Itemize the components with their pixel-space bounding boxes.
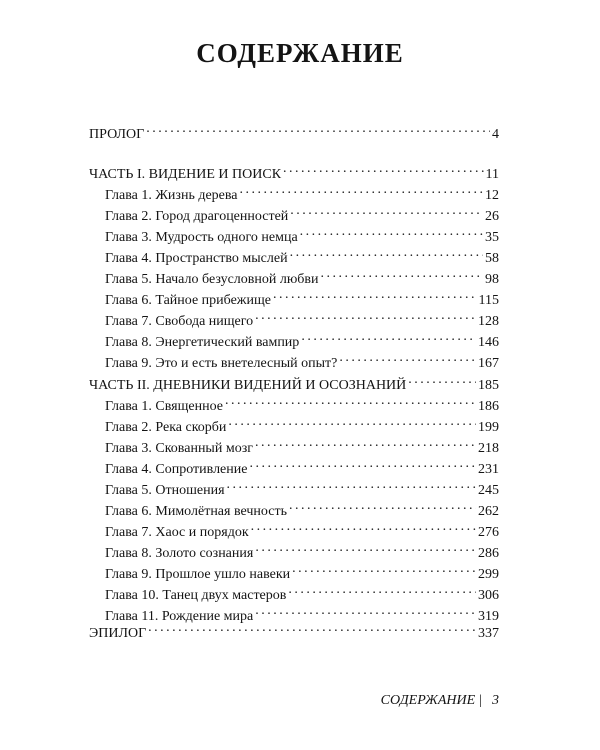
dot-leader xyxy=(227,476,476,494)
toc-entry-chapter[interactable] xyxy=(105,560,499,582)
toc-entry-label: Глава 7. Хаос и порядок xyxy=(105,525,249,540)
toc-entry-page: 35 xyxy=(485,230,499,245)
toc-entry-chapter[interactable] xyxy=(105,244,499,266)
dot-leader xyxy=(240,181,483,199)
page-title: СОДЕРЖАНИЕ xyxy=(196,38,404,68)
toc-entry-page: 245 xyxy=(478,483,499,498)
dot-leader xyxy=(289,497,476,515)
dot-leader xyxy=(148,619,476,637)
running-title: СОДЕРЖАНИЕ xyxy=(380,693,476,708)
toc-entry-page: 231 xyxy=(478,462,499,477)
dot-leader xyxy=(288,581,476,599)
toc-entry-page: 218 xyxy=(478,441,499,456)
toc-entry-label: Глава 3. Мудрость одного немца xyxy=(105,230,298,245)
toc-entry-label: Глава 1. Жизнь дерева xyxy=(105,188,238,203)
dot-leader xyxy=(321,265,483,283)
toc-entry-prolog[interactable] xyxy=(89,120,499,142)
dot-leader xyxy=(339,349,476,367)
dot-leader xyxy=(255,434,476,452)
toc-entry-chapter[interactable] xyxy=(105,181,499,203)
toc-entry-chapter[interactable] xyxy=(105,202,499,224)
toc-entry-chapter[interactable] xyxy=(105,392,499,414)
dot-leader xyxy=(255,602,476,620)
toc-entry-label: Глава 6. Тайное прибежище xyxy=(105,293,271,308)
toc-entry-label: Глава 7. Свобода нищего xyxy=(105,314,254,329)
toc-entry-label: Глава 5. Отношения xyxy=(105,483,225,498)
toc-entry-page: 276 xyxy=(478,525,499,540)
toc-entry-label: Глава 2. Река скорби xyxy=(105,420,227,435)
toc-entry-page: 306 xyxy=(478,588,499,603)
toc-entry-chapter[interactable] xyxy=(105,223,499,245)
toc-entry-page: 4 xyxy=(492,127,499,142)
toc-entry-chapter[interactable] xyxy=(105,518,499,540)
dot-leader xyxy=(300,223,483,241)
toc-entry-label: Глава 6. Мимолётная вечность xyxy=(105,504,287,519)
toc-entry-part-2[interactable] xyxy=(89,371,499,393)
toc-entry-page: 185 xyxy=(478,378,499,393)
dot-leader xyxy=(408,371,476,389)
toc-entry-page: 319 xyxy=(478,609,499,624)
toc-entry-label: Глава 11. Рождение мира xyxy=(105,609,254,624)
toc-entry-label: Глава 9. Это и есть внетелесный опыт? xyxy=(105,356,338,371)
toc-entry-page: 12 xyxy=(485,188,499,203)
dot-leader xyxy=(301,328,476,346)
dot-leader xyxy=(255,539,476,557)
toc-entry-part-1[interactable] xyxy=(89,160,499,182)
toc-entry-label: Глава 8. Энергетический вампир xyxy=(105,335,300,350)
dot-leader xyxy=(228,413,476,431)
toc-entry-chapter[interactable] xyxy=(105,539,499,561)
toc-entry-label: Глава 9. Прошлое ушло навеки xyxy=(105,567,291,582)
toc-entry-page: 11 xyxy=(485,167,499,182)
toc-entry-page: 262 xyxy=(478,504,499,519)
footer-separator: | xyxy=(479,693,482,708)
toc-entry-label: Глава 3. Скованный мозг xyxy=(105,441,253,456)
dot-leader xyxy=(292,560,476,578)
toc-entry-page: 337 xyxy=(478,626,499,641)
toc-entry-page: 186 xyxy=(478,399,499,414)
toc-entry-page: 286 xyxy=(478,546,499,561)
toc-entry-label: Глава 4. Сопротивление xyxy=(105,462,248,477)
toc-entry-label: ЭПИЛОГ xyxy=(89,626,147,641)
toc-entry-page: 128 xyxy=(478,314,499,329)
dot-leader xyxy=(251,518,476,536)
dot-leader xyxy=(290,244,483,262)
toc-entry-chapter[interactable] xyxy=(105,476,499,498)
toc-entry-chapter[interactable] xyxy=(105,286,499,308)
toc-entry-label: Глава 2. Город драгоценностей xyxy=(105,209,289,224)
toc-entry-chapter[interactable] xyxy=(105,434,499,456)
toc-entry-label: Глава 5. Начало безусловной любви xyxy=(105,272,319,287)
dot-leader xyxy=(225,392,476,410)
toc-entry-page: 98 xyxy=(485,272,499,287)
toc-entry-label: Глава 10. Танец двух мастеров xyxy=(105,588,287,603)
toc-entry-page: 115 xyxy=(478,293,499,308)
toc-entry-label: Глава 8. Золото сознания xyxy=(105,546,254,561)
dot-leader xyxy=(273,286,477,304)
toc-entry-chapter[interactable] xyxy=(105,602,499,624)
toc-entry-page: 167 xyxy=(478,356,499,371)
running-footer xyxy=(0,693,499,709)
toc-entry-label: ЧАСТЬ II. ДНЕВНИКИ ВИДЕНИЙ И ОСОЗНАНИЙ xyxy=(89,378,407,393)
dot-leader xyxy=(146,120,490,138)
page-number: 3 xyxy=(492,693,499,708)
toc-entry-label: ЧАСТЬ I. ВИДЕНИЕ И ПОИСК xyxy=(89,167,282,182)
toc-entry-chapter[interactable] xyxy=(105,349,499,371)
dot-leader xyxy=(290,202,483,220)
toc-entry-chapter[interactable] xyxy=(105,497,499,519)
toc-entry-chapter[interactable] xyxy=(105,413,499,435)
dot-leader xyxy=(283,160,483,178)
toc-entry-chapter[interactable] xyxy=(105,307,499,329)
toc-entry-page: 299 xyxy=(478,567,499,582)
dot-leader xyxy=(249,455,476,473)
toc-entry-page: 199 xyxy=(478,420,499,435)
toc-entry-chapter[interactable] xyxy=(105,581,499,603)
toc-entry-page: 26 xyxy=(485,209,499,224)
toc-entry-epilog[interactable] xyxy=(89,619,499,641)
toc-entry-page: 58 xyxy=(485,251,499,266)
toc-entry-page: 146 xyxy=(478,335,499,350)
toc-entry-label: Глава 1. Священное xyxy=(105,399,223,414)
toc-entry-chapter[interactable] xyxy=(105,328,499,350)
toc-entry-label: Глава 4. Пространство мыслей xyxy=(105,251,288,266)
toc-entry-label: ПРОЛОГ xyxy=(89,127,145,142)
dot-leader xyxy=(255,307,476,325)
toc-entry-chapter[interactable] xyxy=(105,265,499,287)
toc-entry-chapter[interactable] xyxy=(105,455,499,477)
